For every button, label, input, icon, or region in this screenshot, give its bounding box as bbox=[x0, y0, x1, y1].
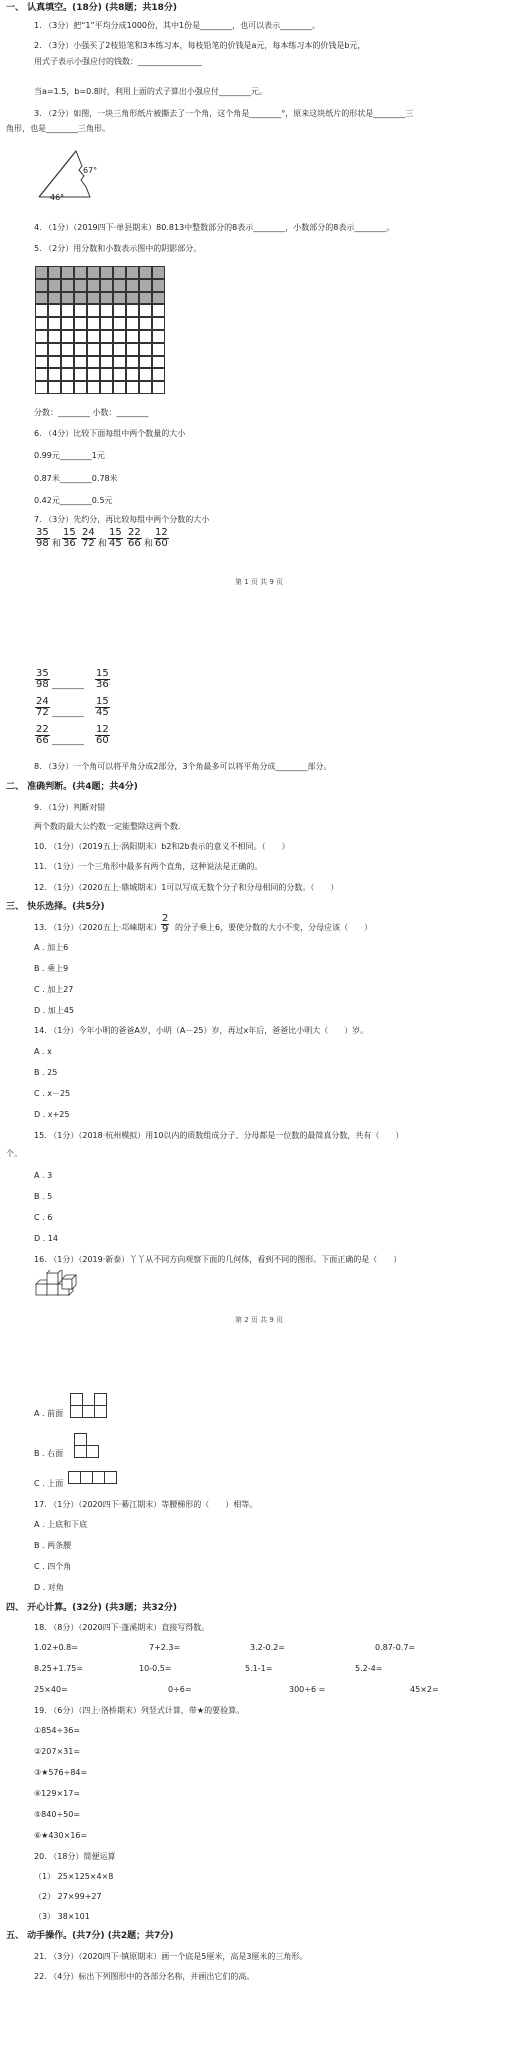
compare-blank: ________ bbox=[52, 680, 84, 689]
q17-option-b[interactable]: B . 两条腰 bbox=[34, 1541, 72, 1550]
grid-cell bbox=[113, 356, 126, 369]
fraction-12-60: $\frac{12}{60}$ bbox=[96, 724, 109, 746]
grid-cell bbox=[139, 343, 152, 356]
grid-cell bbox=[48, 381, 61, 394]
view-b-square bbox=[86, 1445, 99, 1458]
calc-item: 10-0.5= bbox=[139, 1664, 172, 1673]
grid-cell-shaded bbox=[113, 279, 126, 292]
page-footer-2: 第 2 页 共 9 页 bbox=[234, 1316, 284, 1324]
grid-cell bbox=[152, 368, 165, 381]
grid-cell bbox=[100, 381, 113, 394]
calc-item: 5.2-4= bbox=[355, 1664, 383, 1673]
q15-option-b[interactable]: B . 5 bbox=[34, 1192, 53, 1201]
vertical-calc-item: ②207×31= bbox=[34, 1747, 81, 1756]
fraction-24-72: $\frac{24}{72}$ bbox=[82, 527, 95, 549]
grid-cell bbox=[48, 304, 61, 317]
grid-cell bbox=[87, 381, 100, 394]
question-3: 3. （2分）如图，一块三角形纸片被撕去了一个角，这个角是________°，原来这块纸片的形状是________三 bbox=[34, 109, 414, 118]
grid-cell bbox=[152, 330, 165, 343]
grid-cell-shaded bbox=[35, 266, 48, 279]
fraction-15-36: $\frac{15}{36}$ bbox=[96, 668, 109, 690]
q17-option-a[interactable]: A . 上底和下底 bbox=[34, 1520, 88, 1529]
grid-cell-shaded bbox=[126, 266, 139, 279]
fraction-22-66: $\frac{22}{66}$ bbox=[128, 527, 141, 549]
q13-option-d[interactable]: D . 加上45 bbox=[34, 1006, 74, 1015]
q14-option-c[interactable]: C . x－25 bbox=[34, 1089, 71, 1098]
calc-item: 0.87-0.7= bbox=[375, 1643, 416, 1652]
grid-cell-shaded bbox=[48, 292, 61, 305]
grid-cell bbox=[61, 381, 74, 394]
simplify-item: （2） 27×99+27 bbox=[34, 1892, 102, 1901]
grid-cell bbox=[35, 381, 48, 394]
question-3-line-2: 角形，也是________三角形。 bbox=[6, 124, 110, 133]
grid-cell bbox=[87, 343, 100, 356]
grid-cell bbox=[152, 304, 165, 317]
grid-cell bbox=[152, 317, 165, 330]
grid-cell-shaded bbox=[61, 279, 74, 292]
grid-cell bbox=[139, 330, 152, 343]
grid-cell-shaded bbox=[74, 266, 87, 279]
grid-cell bbox=[61, 343, 74, 356]
angle-67-label: 67° bbox=[83, 166, 98, 175]
calc-item: 1.02+0.8= bbox=[34, 1643, 78, 1652]
grid-cell bbox=[113, 304, 126, 317]
grid-cell-shaded bbox=[113, 266, 126, 279]
grid-cell bbox=[126, 368, 139, 381]
grid-cell bbox=[113, 317, 126, 330]
grid-cell bbox=[126, 304, 139, 317]
grid-cell bbox=[152, 356, 165, 369]
section-5-heading: 五、 动手操作。(共7分) (共2题；共7分) bbox=[6, 1931, 174, 1941]
q13-option-c[interactable]: C . 加上27 bbox=[34, 985, 74, 994]
grid-cell bbox=[152, 381, 165, 394]
grid-cell bbox=[100, 356, 113, 369]
q16-option-a[interactable]: A . 前面 bbox=[34, 1409, 64, 1418]
grid-cell-shaded bbox=[139, 279, 152, 292]
grid-cell bbox=[48, 330, 61, 343]
cubes-solid-figure bbox=[34, 1270, 84, 1300]
fraction-15-36: $\frac{15}{36}$ bbox=[63, 527, 76, 549]
calc-item: 7+2.3= bbox=[149, 1643, 181, 1652]
question-6-b: 0.87米________0.78米 bbox=[34, 474, 118, 483]
page-footer-1: 第 1 页 共 9 页 bbox=[234, 578, 284, 586]
word-he: 和 bbox=[144, 539, 154, 549]
q15-option-d[interactable]: D . 14 bbox=[34, 1234, 58, 1243]
grid-cell-shaded bbox=[152, 266, 165, 279]
grid-cell bbox=[74, 330, 87, 343]
q13-option-a[interactable]: A . 加上6 bbox=[34, 943, 69, 952]
grid-cell bbox=[87, 330, 100, 343]
question-15-line-2: 个。 bbox=[6, 1149, 22, 1158]
grid-cell-shaded bbox=[139, 266, 152, 279]
question-6-c: 0.42元________0.5元 bbox=[34, 496, 113, 505]
torn-triangle-figure bbox=[34, 144, 114, 202]
view-c-square bbox=[104, 1471, 117, 1484]
question-2-line-2: 用式子表示小强应付的钱数：________________ bbox=[34, 57, 202, 66]
grid-cell bbox=[139, 368, 152, 381]
grid-cell bbox=[48, 317, 61, 330]
question-2: 2. （3分）小强买了2枝铅笔和3本练习本，每枝铅笔的价钱是a元，每本练习本的价钱是b元， bbox=[34, 41, 366, 50]
calc-item: 300÷6 = bbox=[289, 1685, 326, 1694]
grid-cell bbox=[126, 381, 139, 394]
grid-cell bbox=[35, 330, 48, 343]
fraction-15-45: $\frac{15}{45}$ bbox=[109, 527, 122, 549]
grid-cell bbox=[113, 330, 126, 343]
question-21: 21. （3分）（2020四下·镇原期末）画一个底是5厘米，高是3厘米的三角形。 bbox=[34, 1952, 308, 1961]
grid-cell-shaded bbox=[87, 266, 100, 279]
calc-item: 5.1-1= bbox=[245, 1664, 273, 1673]
question-15: 15. （1分）（2018·杭州模拟）用10以内的质数组成分子、分母都是一位数的最简真分数，共有（ ） bbox=[34, 1131, 404, 1140]
grid-cell bbox=[48, 368, 61, 381]
grid-cell bbox=[113, 381, 126, 394]
grid-cell bbox=[87, 317, 100, 330]
grid-cell-shaded bbox=[126, 292, 139, 305]
grid-cell bbox=[74, 343, 87, 356]
grid-cell bbox=[139, 317, 152, 330]
calc-item: 0÷6= bbox=[168, 1685, 192, 1694]
grid-cell-shaded bbox=[74, 279, 87, 292]
question-16: 16. （1分）（2019·新泰）丫丫从不同方向观察下面的几何体，看到不同的图形。下面正确的是（ ） bbox=[34, 1255, 402, 1264]
word-he: 和 bbox=[52, 539, 62, 549]
grid-cell bbox=[61, 304, 74, 317]
fraction-24-72: $\frac{24}{72}$ bbox=[36, 696, 49, 718]
question-5-answer: 分数：________ 小数：________ bbox=[34, 408, 149, 417]
fraction-35-98: $\frac{35}{98}$ bbox=[36, 668, 49, 690]
grid-cell bbox=[126, 330, 139, 343]
vertical-calc-item: ⑤840÷50= bbox=[34, 1810, 81, 1819]
grid-cell-shaded bbox=[152, 279, 165, 292]
grid-cell bbox=[35, 317, 48, 330]
fraction-22-66: $\frac{22}{66}$ bbox=[36, 724, 49, 746]
question-17: 17. （1分）（2020四下·綦江期末）等腰梯形的（ ）相等。 bbox=[34, 1500, 258, 1509]
question-8: 8. （3分）一个角可以将平角分成2部分，3个角最多可以将平角分成________部分。 bbox=[34, 762, 332, 771]
grid-cell bbox=[126, 343, 139, 356]
grid-cell bbox=[35, 368, 48, 381]
grid-cell bbox=[87, 356, 100, 369]
simplify-item: （1） 25×125×4×8 bbox=[34, 1872, 114, 1881]
question-12: 12. （1分）（2020五上·鼎城期末）1可以写成无数个分子和分母相同的分数。（ ） bbox=[34, 883, 339, 892]
grid-cell-shaded bbox=[74, 292, 87, 305]
grid-cell bbox=[87, 304, 100, 317]
grid-cell bbox=[61, 317, 74, 330]
grid-cell bbox=[113, 368, 126, 381]
grid-cell bbox=[35, 304, 48, 317]
grid-cell bbox=[100, 368, 113, 381]
vertical-calc-item: ③★576÷84= bbox=[34, 1768, 88, 1777]
question-6: 6. （4分）比较下面每组中两个数量的大小 bbox=[34, 429, 186, 438]
grid-cell bbox=[61, 368, 74, 381]
grid-cell bbox=[74, 381, 87, 394]
grid-cell-shaded bbox=[126, 279, 139, 292]
grid-cell bbox=[74, 356, 87, 369]
grid-cell bbox=[100, 330, 113, 343]
word-he: 和 bbox=[98, 539, 108, 549]
question-18: 18. （8分）（2020四下·蓬溪期末）直接写得数。 bbox=[34, 1623, 210, 1632]
q17-option-d[interactable]: D . 对角 bbox=[34, 1583, 64, 1592]
question-4: 4. （1分）（2019四下·单县期末）80.813中整数部分的8表示________，小数部分的8表示________。 bbox=[34, 223, 395, 232]
fraction-35-98: $\frac{35}{98}$ bbox=[36, 527, 49, 549]
question-5: 5. （2分）用分数和小数表示图中的阴影部分。 bbox=[34, 244, 202, 253]
question-13-tail: 的分子乘上6，要使分数的大小不变，分母应该（ ） bbox=[175, 923, 373, 932]
vertical-calc-item: ⑥★430×16= bbox=[34, 1831, 88, 1840]
grid-cell bbox=[139, 304, 152, 317]
grid-cell bbox=[61, 356, 74, 369]
fraction-15-45: $\frac{15}{45}$ bbox=[96, 696, 109, 718]
grid-cell-shaded bbox=[48, 266, 61, 279]
question-10: 10. （1分）（2019五上·涡阳期末）b2和2b表示的意义不相同。（ ） bbox=[34, 842, 290, 851]
view-a-square bbox=[94, 1405, 107, 1418]
grid-cell-shaded bbox=[100, 279, 113, 292]
vertical-calc-item: ①854÷36= bbox=[34, 1726, 81, 1735]
section-1-heading: 一、 认真填空。(18分) (共8题；共18分) bbox=[6, 3, 178, 13]
compare-blank: ________ bbox=[52, 736, 84, 745]
grid-cell-shaded bbox=[87, 279, 100, 292]
question-22: 22. （4分）标出下列图形中的各部分名称，并画出它们的高。 bbox=[34, 1972, 255, 1981]
section-3-heading: 三、 快乐选择。(共5分) bbox=[6, 902, 105, 912]
grid-cell-shaded bbox=[35, 292, 48, 305]
grid-cell bbox=[35, 356, 48, 369]
question-6-a: 0.99元________1元 bbox=[34, 451, 105, 460]
fraction-12-60: $\frac{12}{60}$ bbox=[155, 527, 168, 549]
grid-cell-shaded bbox=[87, 292, 100, 305]
question-13: 13. （1分）（2020五上·邛崃期末） bbox=[34, 923, 162, 932]
calc-item: 3.2-0.2= bbox=[250, 1643, 286, 1652]
grid-cell bbox=[74, 368, 87, 381]
grid-cell-shaded bbox=[35, 279, 48, 292]
grid-cell bbox=[74, 317, 87, 330]
section-2-heading: 二、 准确判断。(共4题；共4分) bbox=[6, 782, 138, 792]
grid-cell bbox=[48, 356, 61, 369]
grid-cell bbox=[100, 343, 113, 356]
section-4-heading: 四、 开心计算。(32分) (共3题；共32分) bbox=[6, 1603, 178, 1613]
grid-cell-shaded bbox=[113, 292, 126, 305]
q16-option-c[interactable]: C . 上面 bbox=[34, 1479, 64, 1488]
grid-cell bbox=[48, 343, 61, 356]
grid-cell-shaded bbox=[61, 266, 74, 279]
compare-blank: ________ bbox=[52, 708, 84, 717]
grid-cell-shaded bbox=[100, 292, 113, 305]
q14-option-d[interactable]: D . x+25 bbox=[34, 1110, 70, 1119]
grid-cell bbox=[74, 304, 87, 317]
question-20: 20. （18分）简便运算 bbox=[34, 1852, 116, 1861]
grid-cell bbox=[152, 343, 165, 356]
grid-cell-shaded bbox=[100, 266, 113, 279]
grid-cell-shaded bbox=[139, 292, 152, 305]
grid-cell bbox=[126, 317, 139, 330]
grid-cell bbox=[100, 304, 113, 317]
grid-cell bbox=[139, 356, 152, 369]
q14-option-a[interactable]: A . x bbox=[34, 1047, 52, 1056]
q15-option-a[interactable]: A . 3 bbox=[34, 1171, 53, 1180]
q13-option-b[interactable]: B . 乘上9 bbox=[34, 964, 69, 973]
q17-option-c[interactable]: C . 四个角 bbox=[34, 1562, 72, 1571]
question-2-line-3: 当a=1.5，b=0.8时，利用上面的式子算出小强应付________元。 bbox=[34, 87, 267, 96]
grid-cell bbox=[126, 356, 139, 369]
grid-cell bbox=[113, 343, 126, 356]
hundred-grid bbox=[35, 266, 165, 394]
question-9: 9. （1分）判断对错 bbox=[34, 803, 106, 812]
calc-item: 25×40= bbox=[34, 1685, 68, 1694]
question-14: 14. （1分）今年小明的爸爸A岁，小明（A－25）岁，再过x年后，爸爸比小明大（ ）岁。 bbox=[34, 1026, 369, 1035]
fraction-2-9: $\frac{2}{9}$ bbox=[162, 913, 169, 935]
calc-item: 45×2= bbox=[410, 1685, 439, 1694]
simplify-item: （3） 38×101 bbox=[34, 1912, 90, 1921]
question-1: 1. （3分）把“1”平均分成1000份，其中1份是________，也可以表示________。 bbox=[34, 21, 321, 30]
q16-option-b[interactable]: B . 右面 bbox=[34, 1449, 64, 1458]
grid-cell bbox=[61, 330, 74, 343]
question-7: 7. （3分）先约分，再比较每组中两个分数的大小 bbox=[34, 515, 210, 524]
vertical-calc-item: ④129×17= bbox=[34, 1789, 81, 1798]
question-9-statement: 两个数的最大公约数一定能整除这两个数. bbox=[34, 822, 181, 831]
q15-option-c[interactable]: C . 6 bbox=[34, 1213, 53, 1222]
question-19: 19. （6分）（四上·洛桥期末）列竖式计算，带★的要验算。 bbox=[34, 1706, 245, 1715]
grid-cell-shaded bbox=[48, 279, 61, 292]
grid-cell-shaded bbox=[61, 292, 74, 305]
calc-item: 8.25+1.75= bbox=[34, 1664, 84, 1673]
angle-46-label: 46° bbox=[50, 193, 65, 202]
grid-cell bbox=[87, 368, 100, 381]
grid-cell-shaded bbox=[152, 292, 165, 305]
grid-cell bbox=[35, 343, 48, 356]
question-11: 11. （1分）一个三角形中最多有两个直角，这种说法是正确的。 bbox=[34, 862, 263, 871]
grid-cell bbox=[100, 317, 113, 330]
q14-option-b[interactable]: B . 25 bbox=[34, 1068, 58, 1077]
grid-cell bbox=[139, 381, 152, 394]
